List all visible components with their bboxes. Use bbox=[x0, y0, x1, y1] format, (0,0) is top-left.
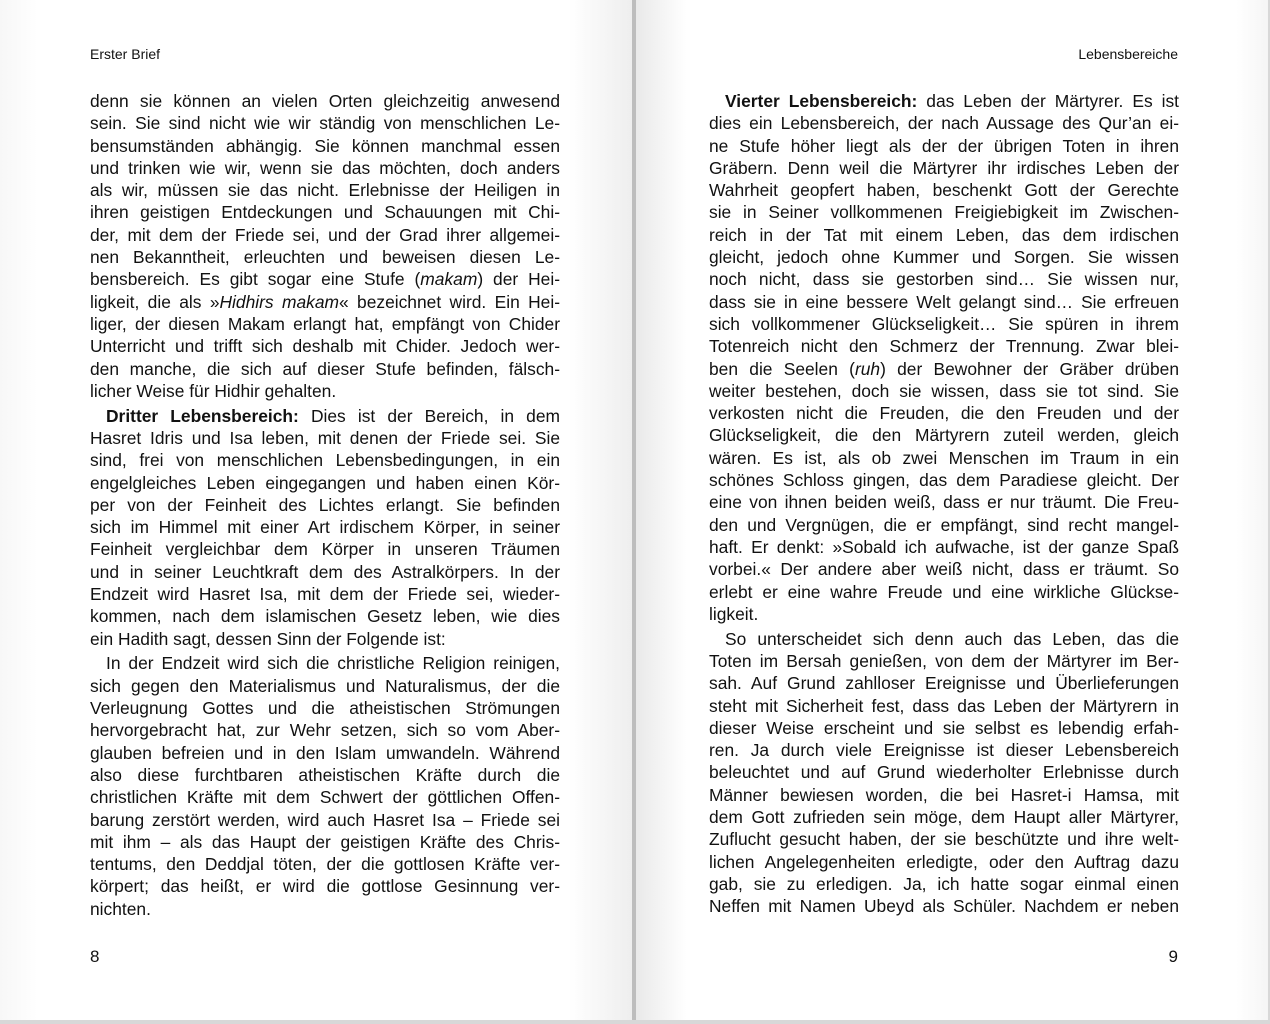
text-line: nichten. bbox=[90, 898, 151, 919]
text-line: ihren geistigen Entdeckungen und Schauungen mit Chi- bbox=[90, 202, 560, 223]
text-line: Toten im Bersah genießen, von dem der Märtyrer im Ber- bbox=[709, 650, 1179, 671]
text-line: den manche, die sich auf dieser Stufe befinden, fälsch- bbox=[90, 358, 560, 379]
text-line: Hasret Idris und Isa leben, mit denen der Friede sei. Sie bbox=[90, 427, 560, 448]
left-page bbox=[0, 0, 632, 1020]
text-line: der, mit dem der Friede sei, und der Grad ihrer allgemei- bbox=[90, 224, 560, 245]
page-number-left: 8 bbox=[90, 947, 100, 966]
text-line: Gräbern. Denn weil die Märtyrer ihr irdisches Leben der bbox=[709, 157, 1179, 178]
text-line: Unterricht und trifft sich deshalb mit Chider. Jedoch wer- bbox=[90, 336, 560, 357]
text-line: ein Hadith sagt, dessen Sinn der Folgende ist: bbox=[90, 628, 446, 649]
text-line: bensumständen abhängig. Sie können manchmal essen bbox=[90, 135, 560, 156]
text-line: weiter bestehen, doch sie wissen, dass sie tot sind. Sie bbox=[709, 380, 1179, 401]
text-line: Glückseligkeit, die den Märtyrern zuteil werden, gleich bbox=[709, 425, 1179, 446]
text-line: eine von ihnen beiden weiß, dass er nur träumt. Die Freu- bbox=[709, 492, 1179, 513]
text-line: mit ihm – als das Haupt der geistigen Kräfte des Chris- bbox=[90, 831, 560, 852]
text-line: körpert; das heißt, er wird die gottlose Gesinnung ver- bbox=[90, 876, 560, 897]
text-line: kommen, nach dem islamischen Gesetz leben, wie dies bbox=[90, 606, 560, 627]
text-line: ligkeit. bbox=[709, 603, 759, 624]
page-number-right: 9 bbox=[1168, 947, 1178, 966]
text-line: vorbei.« Der andere aber weiß nicht, dass er träumt. So bbox=[709, 559, 1179, 580]
text-line: noch nicht, dass sie gestorben sind… Sie wissen nur, bbox=[709, 269, 1179, 290]
section-heading-line: Dritter Lebensbereich: Dies ist der Bereich, in dem bbox=[106, 405, 560, 426]
text-line: christlichen Kräfte mit dem Schwert der göttlichen Offen- bbox=[90, 787, 560, 808]
text-line: reich in der Tat mit einem Leben, das dem irdischen bbox=[709, 224, 1179, 245]
text-line: wären. Es ist, als ob zwei Menschen im Traum in ein bbox=[709, 447, 1179, 468]
text-line: nen Bekanntheit, erleuchten und beweisen diesen Le- bbox=[90, 247, 560, 268]
text-line: ren. Ja durch viele Ereignisse ist dieser Lebensbereich bbox=[709, 740, 1179, 761]
text-line: dass sie in eine bessere Welt gelangt sind… Sie erfreuen bbox=[709, 291, 1179, 312]
text-line: barung zerstört werden, wird auch Hasret Isa – Friede sei bbox=[90, 809, 560, 830]
text-line: In der Endzeit wird sich die christliche Religion reinigen, bbox=[106, 653, 560, 674]
text-line: denn sie können an vielen Orten gleichzeitig anwesend bbox=[90, 91, 560, 111]
text-line: Wahrheit geopfert haben, beschenkt Gott der Gerechte bbox=[709, 180, 1179, 201]
text-line: sind, frei von menschlichen Lebensbedingungen, in ein bbox=[90, 450, 560, 471]
text-line: sich im Himmel mit einer Art irdischem Körper, in seiner bbox=[90, 517, 560, 538]
section-heading-line: Vierter Lebensbereich: das Leben der Märtyrer. Es ist bbox=[725, 91, 1180, 111]
text-line: engelgleiches Leben eingegangen und haben einen Kör- bbox=[90, 472, 560, 493]
text-line: sie in Seiner vollkommenen Freigiebigkeit im Zwischen- bbox=[709, 202, 1179, 223]
text-line: den und Vergnügen, die er empfängt, sind recht mangel- bbox=[709, 514, 1179, 535]
text-line: dies ein Lebensbereich, der nach Aussage des Qur’an ei- bbox=[709, 113, 1179, 134]
text-line: bensbereich. Es gibt sogar eine Stufe (makam) der Hei- bbox=[90, 269, 560, 290]
text-line: erlebt er eine wahre Freude und eine wirkliche Glückse- bbox=[709, 581, 1179, 602]
text-line: lichen Angelegenheiten erledigte, oder den Auftrag dazu bbox=[709, 851, 1179, 872]
text-line: und trinken wie wir, wenn sie das möchten, doch anders bbox=[90, 157, 560, 178]
right-body-text bbox=[709, 90, 1179, 917]
text-line: Totenreich nicht den Schmerz der Trennung. Zwar blei- bbox=[709, 336, 1179, 357]
text-line: Neffen mit Namen Ubeyd als Schüler. Nachdem er neben bbox=[709, 896, 1179, 917]
text-line: ne Stufe höher liegt als der der übrigen Toten in ihren bbox=[709, 135, 1179, 156]
text-line: steht mit Sicherheit fest, dass das Leben der Märtyrern in bbox=[709, 695, 1179, 716]
text-line: gab, sie zu erledigen. Ja, ich hatte sogar einmal einen bbox=[709, 873, 1179, 894]
text-line: sich vollkommener Glückseligkeit… Sie spüren in ihrem bbox=[709, 313, 1179, 334]
text-line: schönes Schloss gingen, das dem Paradiese gleicht. Der bbox=[709, 470, 1179, 491]
text-line: Zuflucht gesucht haben, der sie beschützte und ihre welt- bbox=[709, 829, 1179, 850]
text-line: hervorgebracht hat, zur Wehr setzen, sich so vom Aber- bbox=[90, 720, 560, 741]
text-line: haft. Er denkt: »Sobald ich aufwache, ist der ganze Spaß bbox=[709, 536, 1179, 557]
text-line: gleicht, jedoch ohne Kummer und Sorgen. Sie wissen bbox=[709, 247, 1179, 268]
text-line: ligkeit, die als »Hidhirs makam« bezeichnet wird. Ein Hei- bbox=[90, 291, 560, 312]
text-line: per von der Feinheit des Lichtes erlangt. Sie befinden bbox=[90, 494, 560, 515]
text-line: ben die Seelen (ruh) der Bewohner der Gräber drüben bbox=[709, 358, 1179, 379]
text-line: als wir, müssen sie das nicht. Erlebnisse der Heiligen in bbox=[90, 180, 560, 201]
text-line: Endzeit wird Hasret Isa, mit dem der Friede sei, wieder- bbox=[90, 584, 560, 605]
text-line: sah. Auf Grund zahlloser Ereignisse und Überlieferungen bbox=[709, 673, 1179, 694]
text-line: und in seiner Leuchtkraft dem des Astralkörpers. In der bbox=[90, 561, 560, 582]
left-body-text bbox=[90, 90, 560, 920]
text-line: dem Gott zufrieden sein möge, dem Haupt aller Märtyrer, bbox=[709, 807, 1179, 827]
text-line: Männer bewiesen worden, die bei Hasret-i Hamsa, mit bbox=[709, 784, 1179, 805]
text-line: liger, der diesen Makam erlangt hat, empfängt von Chider bbox=[90, 313, 560, 334]
text-line: dieser Weise erscheint und sie selbst es lebendig erfah- bbox=[709, 717, 1179, 738]
text-line: sein. Sie sind nicht wie wir ständig von menschlichen Le- bbox=[90, 113, 560, 134]
running-head-right: Lebensbereiche bbox=[1078, 46, 1178, 62]
text-line: So unterscheidet sich denn auch das Leben, das die bbox=[725, 628, 1179, 649]
text-line: Feinheit vergleichbar dem Körper in unseren Träumen bbox=[90, 539, 560, 560]
right-page bbox=[636, 0, 1268, 1020]
text-line: glauben befreien und in den Islam umwandeln. Während bbox=[90, 742, 560, 763]
text-line: verkosten nicht die Freuden, die den Freuden und der bbox=[709, 403, 1179, 424]
text-line: also diese furchtbaren atheistischen Kräfte durch die bbox=[90, 764, 560, 785]
text-line: licher Weise für Hidhir gehalten. bbox=[90, 380, 337, 401]
text-line: Verleugnung Gottes und die atheistischen Strömungen bbox=[90, 698, 560, 719]
text-line: tentums, den Deddjal töten, der die gottlosen Kräfte ver- bbox=[90, 854, 560, 875]
text-line: beleuchtet und auf Grund wiederholter Erlebnisse durch bbox=[709, 762, 1179, 783]
text-line: sich gegen den Materialismus und Naturalismus, der die bbox=[90, 675, 560, 696]
running-head-left: Erster Brief bbox=[90, 46, 161, 62]
